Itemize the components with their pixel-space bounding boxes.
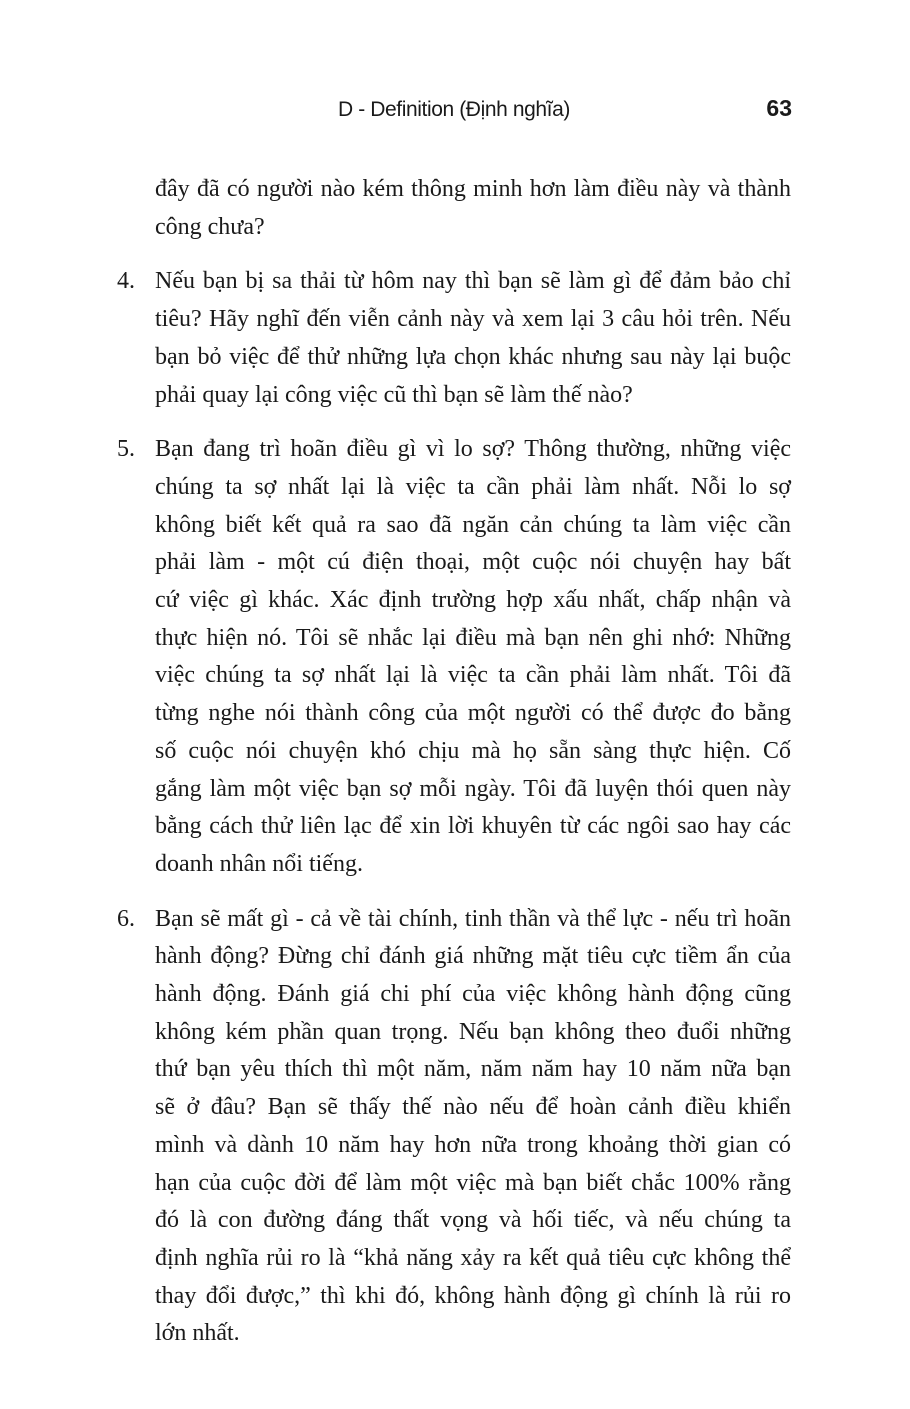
list-item-5: [0, 431, 910, 883]
text-line: hành động. Đánh giá chi phí của việc không hành động cũng: [155, 981, 791, 1008]
list-item-text: [155, 901, 791, 1353]
text-line: phải quay lại công việc cũ thì bạn sẽ làm thế nào?: [155, 381, 633, 408]
list-item-number: 6.: [117, 905, 135, 932]
text-line: công chưa?: [155, 213, 265, 240]
text-line: không biết kết quả ra sao đã ngăn cản chúng ta làm việc cần: [155, 511, 791, 538]
text-line: hạn của cuộc đời để làm một việc mà bạn biết chắc 100% rằng: [155, 1169, 791, 1196]
text-line: bằng cách thử liên lạc để xin lời khuyên từ các ngôi sao hay các: [155, 813, 791, 840]
running-header: [0, 92, 910, 132]
text-line: đó là con đường đáng thất vọng và hối tiếc, và nếu chúng ta: [155, 1207, 791, 1234]
text-line: việc chúng ta sợ nhất lại là việc ta cần phải làm nhất. Tôi đã: [155, 662, 791, 689]
text-line: sẽ ở đâu? Bạn sẽ thấy thế nào nếu để hoàn cảnh điều khiển: [155, 1094, 791, 1121]
text-line: Nếu bạn bị sa thải từ hôm nay thì bạn sẽ làm gì để đảm bảo chỉ: [155, 268, 791, 295]
text-line: số cuộc nói chuyện khó chịu mà họ sẵn sàng thực hiện. Cố: [155, 737, 791, 764]
list-item-text: [155, 263, 791, 414]
chapter-title: D - Definition (Định nghĩa): [338, 98, 570, 121]
list-item-text: [155, 431, 791, 883]
text-line: phải làm - một cú điện thoại, một cuộc nói chuyện hay bất: [155, 549, 791, 576]
text-line: Bạn sẽ mất gì - cả về tài chính, tinh thần và thể lực - nếu trì hoãn: [155, 905, 791, 932]
body-text: [0, 171, 910, 1353]
text-line: gắng làm một việc bạn sợ mỗi ngày. Tôi đã luyện thói quen này: [155, 775, 791, 802]
list-item-number: 4.: [117, 268, 135, 295]
text-line: thứ bạn yêu thích thì một năm, năm năm hay 10 năm nữa bạn: [155, 1056, 791, 1083]
text-line: hành động? Đừng chỉ đánh giá những mặt tiêu cực tiềm ẩn của: [155, 943, 791, 970]
text-line: từng nghe nói thành công của một người có thể được đo bằng: [155, 700, 791, 727]
text-line: chúng ta sợ nhất lại là việc ta cần phải làm nhất. Nỗi lo sợ: [155, 473, 791, 500]
text-line: thực hiện nó. Tôi sẽ nhắc lại điều mà bạn nên ghi nhớ: Những: [155, 624, 791, 651]
text-line: lớn nhất.: [155, 1320, 240, 1347]
text-line: Bạn đang trì hoãn điều gì vì lo sợ? Thông thường, những việc: [155, 436, 791, 463]
text-line: mình và dành 10 năm hay hơn nữa trong khoảng thời gian có: [155, 1131, 791, 1158]
list-item-6: [0, 901, 910, 1353]
text-line: đây đã có người nào kém thông minh hơn làm điều này và thành: [155, 176, 791, 202]
text-line: định nghĩa rủi ro là “khả năng xảy ra kết quả tiêu cực không thể: [155, 1244, 791, 1271]
list-item-number: 5.: [117, 436, 135, 463]
text-line: doanh nhân nổi tiếng.: [155, 850, 363, 877]
page-number: 63: [766, 95, 792, 121]
list-item-4: [0, 263, 910, 414]
text-line: cứ việc gì khác. Xác định trường hợp xấu nhất, chấp nhận và: [155, 587, 791, 614]
text-line: bạn bỏ việc để thử những lựa chọn khác nhưng sau này lại buộc: [155, 343, 791, 370]
text-line: thay đổi được,” thì khi đó, không hành động gì chính là rủi ro: [155, 1282, 791, 1309]
text-line: tiêu? Hãy nghĩ đến viễn cảnh này và xem lại 3 câu hỏi trên. Nếu: [155, 306, 791, 333]
continuation-paragraph: [155, 171, 791, 246]
text-line: không kém phần quan trọng. Nếu bạn không theo đuổi những: [155, 1018, 791, 1045]
